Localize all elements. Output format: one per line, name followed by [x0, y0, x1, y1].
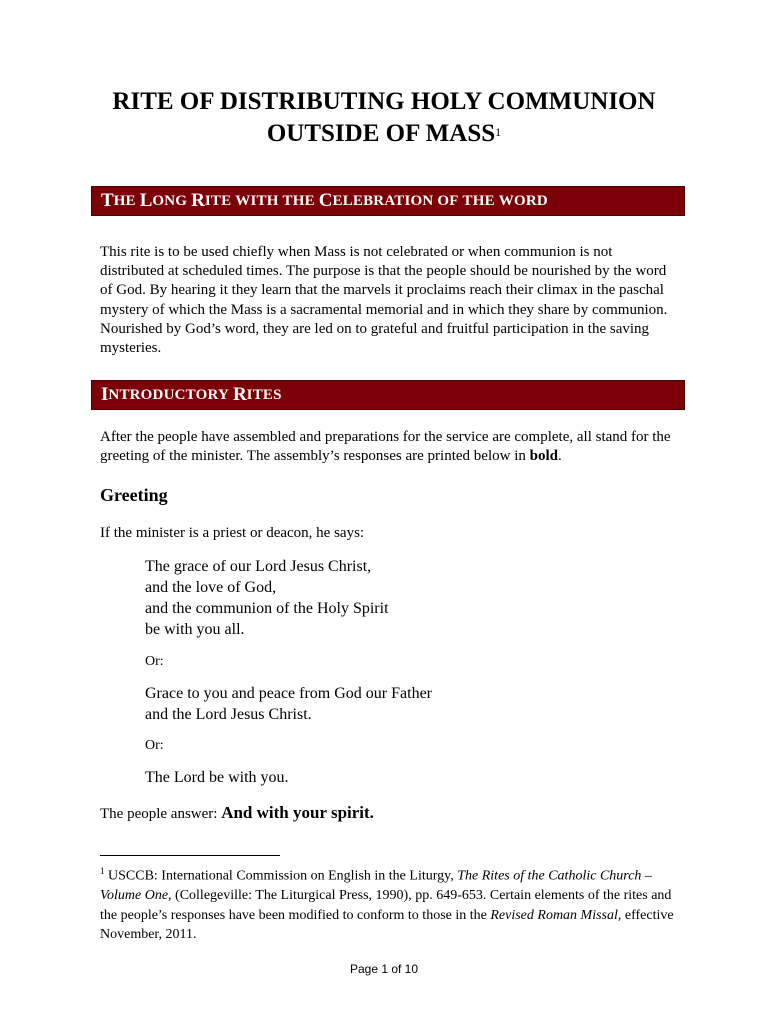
banner-text-part: ITE WITH THE [204, 192, 319, 209]
footnote-marker: 1 [100, 866, 105, 876]
greeting-option-3 [145, 767, 289, 788]
footnote-citation-title: The Rites of the Catholic Church – Volume One [100, 868, 652, 904]
greeting-line: The Lord be with you. [145, 769, 289, 786]
greeting-line: and the love of God, [145, 579, 277, 596]
introductory-text: After the people have assembled and preparations for the service are complete, all stand for the greeting of the minister. The assembly’s responses are printed below in [100, 429, 671, 465]
banner-text-part: T [101, 190, 114, 211]
greeting-option-2 [145, 683, 432, 725]
banner-text-part: R [191, 190, 205, 211]
introductory-paragraph [100, 428, 680, 466]
banner-text-part: ONG [152, 192, 192, 209]
footnote-divider [100, 855, 280, 856]
banner-text-part: L [139, 190, 153, 211]
greeting-line: and the Lord Jesus Christ. [145, 706, 312, 723]
section-banner-long-rite [91, 186, 685, 216]
banner-text-part: HE [113, 192, 140, 209]
banner-text-part: ITES [246, 386, 282, 403]
banner-text-part: ELEBRATION OF THE WORD [332, 192, 548, 209]
footnote-reference: 1 [495, 125, 502, 139]
banner-text-part: I [101, 384, 109, 405]
intro-paragraph [100, 243, 680, 358]
greeting-option-1 [145, 556, 389, 640]
greeting-heading: Greeting [100, 485, 168, 505]
greeting-line: and the communion of the Holy Spirit [145, 600, 389, 617]
banner-text-part: R [232, 384, 247, 405]
footnote [100, 862, 680, 945]
page-number: Page 1 of 10 [349, 962, 419, 976]
bold-word: bold [529, 448, 558, 465]
greeting-line: be with you all. [145, 621, 245, 638]
period: . [557, 448, 562, 465]
section-banner-introductory-rites [91, 380, 685, 410]
rubric-text: If the minister is a priest or deacon, he says: [100, 525, 365, 541]
intro-paragraph-text: This rite is to be used chiefly when Mass is not celebrated or when communion is not distributed at scheduled times. The purpose is that the people should be nourished by the word of God. By hearing it they learn that the marvels it proclaims reach their climax in the paschal mystery of which the Mass is a sacramental memorial and in which they share by communion. Nourished by God’s word, they are led on to grateful and fruitful participation in the saving mysteries. [100, 244, 668, 357]
banner-text-part: C [318, 190, 333, 211]
response-label: The people answer: [100, 806, 222, 822]
title-text: OUTSIDE OF MASS [266, 120, 496, 147]
introductory-paragraph-text [100, 428, 680, 466]
people-response [100, 803, 374, 823]
greeting-line: The grace of our Lord Jesus Christ, [145, 558, 372, 575]
or-separator: Or: [145, 654, 164, 669]
or-separator: Or: [145, 738, 164, 753]
greeting-line: Grace to you and peace from God our Father [145, 685, 432, 702]
footnote-text: USCCB: International Commission on English in the Liturgy, [104, 868, 458, 884]
document-title-line-2 [0, 118, 768, 150]
footnote-missal-title: Revised Roman Missal [490, 907, 618, 923]
footnote-text: , (Collegeville: The Liturgical Press, 1990), pp. 649-653. Certain elements of the rites and the people’s responses have been modified to conform to those in the [100, 888, 672, 923]
response-text: And with your spirit. [221, 803, 374, 822]
document-title-line-1: RITE OF DISTRIBUTING HOLY COMMUNION [112, 88, 656, 115]
footnote-text: , effective November, 2011. [100, 907, 674, 943]
banner-text-part: NTRODUCTORY [108, 386, 233, 403]
